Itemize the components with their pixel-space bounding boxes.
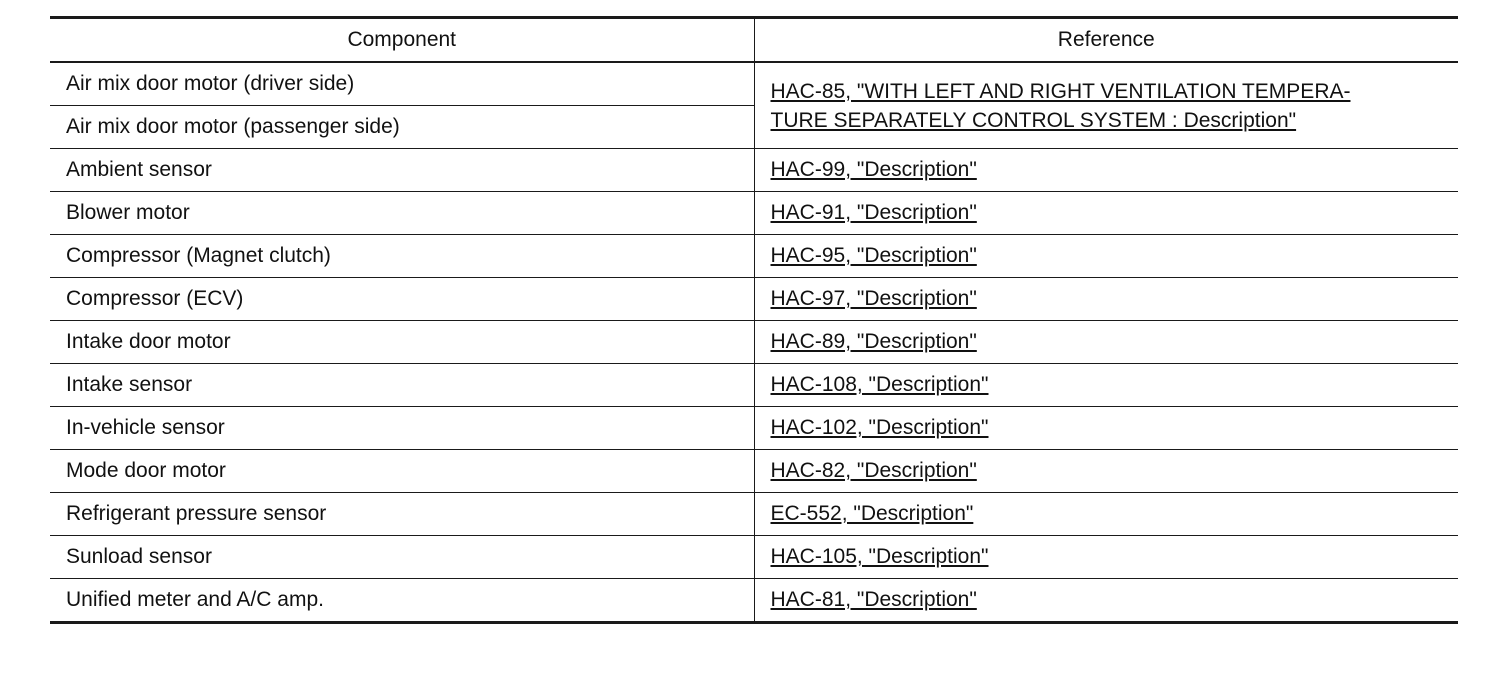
- table-row: [50, 62, 1458, 106]
- component-cell: Unified meter and A/C amp.: [50, 579, 754, 623]
- header-component: Component: [50, 18, 754, 63]
- reference-link-line1[interactable]: HAC-85, "WITH LEFT AND RIGHT VENTILATION TEMPERA-: [770, 79, 1351, 103]
- reference-link[interactable]: EC-552, "Description": [770, 502, 974, 525]
- reference-cell: [754, 321, 1458, 364]
- component-cell: Sunload sensor: [50, 536, 754, 579]
- component-cell: Ambient sensor: [50, 149, 754, 192]
- table-row: [50, 536, 1458, 579]
- table-row: [50, 579, 1458, 623]
- table-row: [50, 364, 1458, 407]
- component-cell: Refrigerant pressure sensor: [50, 493, 754, 536]
- reference-link[interactable]: HAC-81, "Description": [770, 588, 977, 611]
- component-cell: Air mix door motor (driver side): [50, 62, 754, 106]
- table-row: [50, 192, 1458, 235]
- table-row: [50, 321, 1458, 364]
- reference-cell: [754, 62, 1458, 149]
- reference-cell: [754, 364, 1458, 407]
- component-cell: Air mix door motor (passenger side): [50, 106, 754, 149]
- header-row: [50, 18, 1458, 63]
- component-cell: Compressor (Magnet clutch): [50, 235, 754, 278]
- reference-cell: [754, 536, 1458, 579]
- header-reference: Reference: [754, 18, 1458, 63]
- reference-cell: [754, 579, 1458, 623]
- reference-link[interactable]: HAC-91, "Description": [770, 201, 977, 224]
- table-row: [50, 278, 1458, 321]
- reference-link[interactable]: HAC-97, "Description": [770, 287, 977, 310]
- reference-cell: [754, 493, 1458, 536]
- table-row: [50, 149, 1458, 192]
- reference-link[interactable]: HAC-102, "Description": [770, 416, 989, 439]
- reference-cell: [754, 450, 1458, 493]
- component-cell: Intake door motor: [50, 321, 754, 364]
- reference-link[interactable]: HAC-99, "Description": [770, 158, 977, 181]
- reference-cell: [754, 235, 1458, 278]
- component-cell: Intake sensor: [50, 364, 754, 407]
- reference-cell: [754, 192, 1458, 235]
- component-cell: Mode door motor: [50, 450, 754, 493]
- table-row: [50, 407, 1458, 450]
- reference-link-line2[interactable]: TURE SEPARATELY CONTROL SYSTEM : Description": [770, 108, 1297, 132]
- reference-cell: [754, 407, 1458, 450]
- component-reference-table: [50, 16, 1458, 624]
- reference-link[interactable]: HAC-105, "Description": [770, 545, 989, 568]
- table-row: [50, 450, 1458, 493]
- reference-link[interactable]: HAC-95, "Description": [770, 244, 977, 267]
- table-row: [50, 493, 1458, 536]
- reference-link[interactable]: HAC-108, "Description": [770, 373, 989, 396]
- reference-link[interactable]: HAC-89, "Description": [770, 330, 977, 353]
- reference-cell: [754, 149, 1458, 192]
- component-cell: In-vehicle sensor: [50, 407, 754, 450]
- component-cell: Blower motor: [50, 192, 754, 235]
- table-row: [50, 235, 1458, 278]
- reference-link[interactable]: HAC-82, "Description": [770, 459, 977, 482]
- reference-cell: [754, 278, 1458, 321]
- component-cell: Compressor (ECV): [50, 278, 754, 321]
